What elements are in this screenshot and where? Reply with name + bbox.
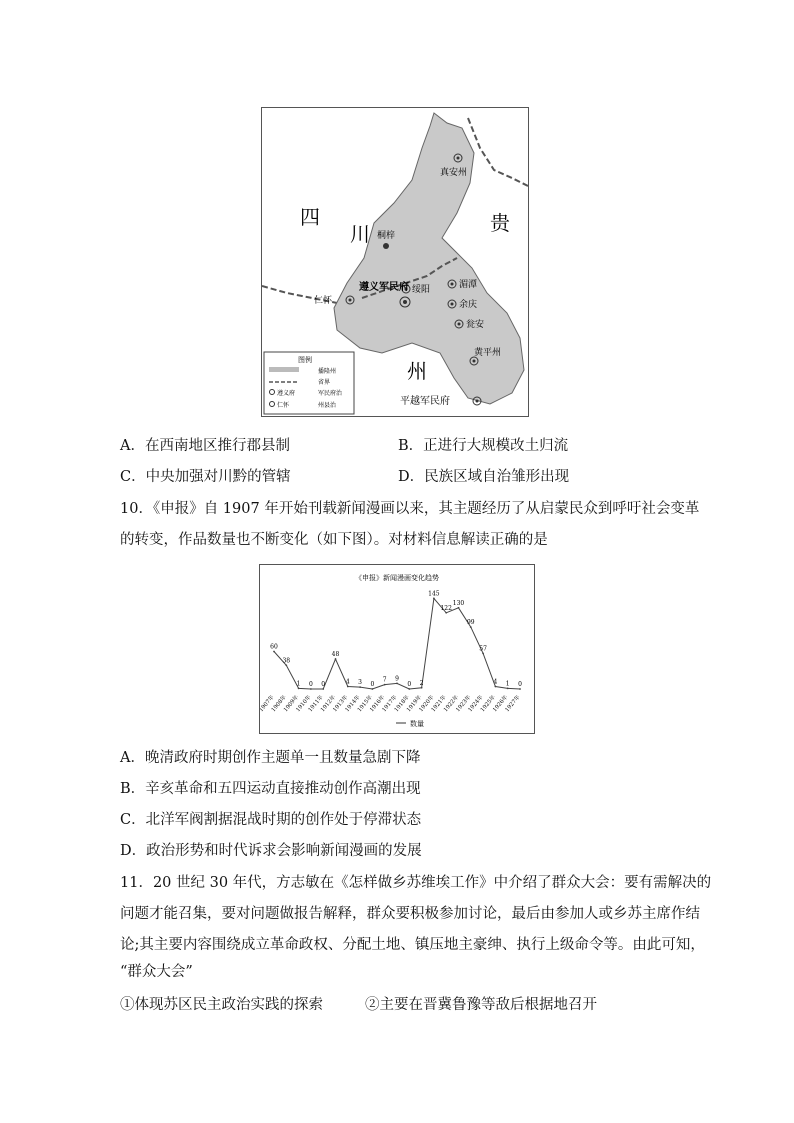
data-point <box>384 684 386 686</box>
x-tick-label: 1909年 <box>283 694 301 714</box>
data-label: 3 <box>358 679 363 687</box>
data-label: 1 <box>296 680 301 688</box>
data-point <box>421 687 423 689</box>
x-tick-label: 1923年 <box>455 694 473 714</box>
data-label: 0 <box>407 681 412 688</box>
data-label: 60 <box>270 643 278 651</box>
data-label: 1 <box>505 680 510 688</box>
data-point <box>495 686 497 688</box>
q10-stem-line1: 10．《申报》自 1907 年开始刊载新闻漫画以来，其主题经历了从启蒙民众到呼吁社会变革 <box>120 501 700 517</box>
label-suiyang: 绥阳 <box>412 285 431 295</box>
data-label: 4 <box>345 678 350 686</box>
x-tick-label: 1922年 <box>442 694 461 714</box>
x-tick-label: 1918年 <box>393 694 411 714</box>
chart-legend <box>396 719 424 728</box>
data-point <box>396 682 398 684</box>
x-tick-label: 1927年 <box>504 694 522 714</box>
x-tick-label: 1925年 <box>479 694 497 714</box>
data-label: 99 <box>466 619 475 627</box>
chart-svg <box>260 565 534 733</box>
data-label: 122 <box>440 604 452 612</box>
x-tick-label: 1926年 <box>492 694 510 714</box>
label-zhou: 州 <box>407 359 427 383</box>
q9-option-c: C．中央加强对川黔的管辖 <box>120 469 291 485</box>
x-tick-label: 1915年 <box>356 694 374 714</box>
q11-stem-line2: 问题才能召集，要对问题做报告解释，群众要积极参加讨论，最后由参加人或乡苏主席作结 <box>120 906 700 922</box>
x-tick-label: 1924年 <box>467 694 485 714</box>
chart-title: 《申报》新闻漫画变化趋势 <box>355 574 439 582</box>
label-renhuai: 仁怀 <box>314 296 333 306</box>
map-legend <box>264 352 354 414</box>
bozhou-region <box>334 113 524 404</box>
data-label: 0 <box>321 681 326 688</box>
legend-title: 图例 <box>298 356 312 364</box>
q11-stem-line1: 11．20 世纪 30 年代，方志敏在《怎样做乡苏维埃工作》中介绍了群众大会：要有需解决的 <box>120 875 712 891</box>
q10-stem-line2: 的转变，作品数量也不断变化（如下图）。对材料信息解读正确的是 <box>120 532 548 548</box>
data-point <box>347 686 349 688</box>
x-tick-label: 1921年 <box>430 694 448 714</box>
label-zunyi: 遵义军民府 <box>359 282 409 293</box>
svg-text:省界: 省界 <box>318 379 331 386</box>
x-tick-label: 1913年 <box>332 694 350 714</box>
svg-text:播隆州: 播隆州 <box>318 368 337 375</box>
label-gui: 贵 <box>490 211 510 235</box>
q10-option-b: B．辛亥革命和五四运动直接推动创作高潮出现 <box>120 781 421 797</box>
data-label: 7 <box>382 676 387 684</box>
shenbao-cartoon-chart <box>259 564 535 734</box>
x-tick-label: 1919年 <box>406 694 424 714</box>
data-point <box>408 688 410 690</box>
data-point <box>470 626 472 628</box>
x-tick-label: 1920年 <box>418 694 436 714</box>
svg-text:遵义府: 遵义府 <box>277 390 296 397</box>
data-label: 145 <box>428 590 440 598</box>
data-point <box>458 607 460 609</box>
label-chuan: 川 <box>350 222 370 246</box>
province-border-east <box>468 118 528 186</box>
legend-series-name: 数量 <box>410 720 424 728</box>
label-pingyue: 平越军民府 <box>400 396 450 407</box>
data-point <box>322 688 324 690</box>
x-tick-label: 1907年 <box>260 694 276 714</box>
data-label: 0 <box>370 681 375 688</box>
tongzi-marker <box>383 243 389 249</box>
x-tick-label: 1912年 <box>319 694 338 714</box>
data-label: 2 <box>419 679 424 687</box>
label-tongzi: 桐梓 <box>377 231 396 241</box>
svg-text:州县治: 州县治 <box>318 402 337 409</box>
data-point <box>482 652 484 654</box>
q11-stem-line3: 论;其主要内容围绕成立革命政权、分配土地、镇压地主豪绅、执行上级命令等。由此可知， <box>120 937 705 953</box>
x-tick-label: 1916年 <box>369 694 387 714</box>
data-point <box>285 664 287 666</box>
data-point <box>310 688 312 690</box>
data-label: 0 <box>518 681 522 688</box>
q9-option-d: D．民族区域自治雏形出现 <box>398 469 570 485</box>
q11-stem-line4: “群众大会” <box>120 964 193 980</box>
data-point <box>433 597 435 599</box>
data-label: 4 <box>493 678 498 686</box>
q11-option-1: ①体现苏区民主政治实践的探索 <box>120 997 323 1013</box>
q10-option-c: C．北洋军阀割据混战时期的创作处于停滞状态 <box>120 812 422 828</box>
data-label: 130 <box>452 599 465 607</box>
data-label: 38 <box>282 657 291 665</box>
q9-option-a: A．在西南地区推行郡县制 <box>120 438 290 454</box>
data-point <box>273 651 275 653</box>
data-point <box>445 612 447 614</box>
label-wengan: 瓮安 <box>466 320 485 330</box>
x-tick-label: 1914年 <box>344 694 362 714</box>
label-si: 四 <box>300 205 320 229</box>
label-zhenan: 真安州 <box>440 168 468 178</box>
label-meitan: 湄潭 <box>459 280 478 290</box>
x-tick-label: 1911年 <box>307 694 325 714</box>
data-label: 0 <box>308 681 313 688</box>
svg-text:仁怀: 仁怀 <box>277 402 290 409</box>
q10-option-d: D．政治形势和时代诉求会影响新闻漫画的发展 <box>120 843 422 859</box>
data-label: 57 <box>479 645 487 653</box>
data-point <box>298 687 300 689</box>
q9-option-b: B．正进行大规模改土归流 <box>398 438 569 454</box>
map-svg <box>262 108 528 416</box>
data-point <box>507 687 509 689</box>
q10-option-a: A．晚清政府时期创作主题单一且数量急剧下降 <box>120 750 421 766</box>
qing-map-figure <box>261 107 529 417</box>
label-huangping: 黄平州 <box>474 348 502 358</box>
data-label: 9 <box>395 675 399 683</box>
data-point <box>359 686 361 688</box>
data-label: 48 <box>331 651 340 658</box>
x-tick-label: 1917年 <box>381 694 399 714</box>
data-point <box>372 688 374 690</box>
x-tick-label: 1910年 <box>295 694 313 714</box>
x-tick-label: 1908年 <box>270 694 288 714</box>
label-yuqing: 余庆 <box>459 300 478 310</box>
data-point <box>519 688 521 690</box>
svg-text:军民府治: 军民府治 <box>318 390 343 397</box>
data-point <box>335 658 337 660</box>
q11-option-2: ②主要在晋冀鲁豫等敌后根据地召开 <box>365 997 597 1013</box>
